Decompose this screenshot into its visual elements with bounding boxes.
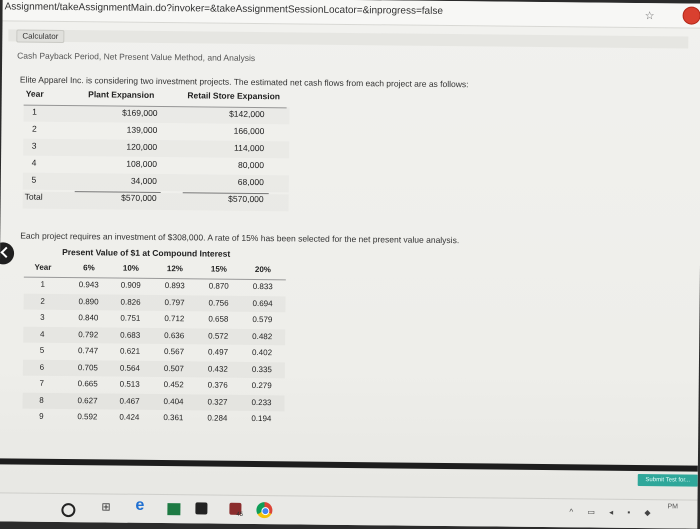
pv-factor: 0.658 [208,314,229,324]
pv-factor: 0.452 [163,380,184,390]
pv-header-cell: Year [34,262,52,272]
pv-factor: 0.497 [207,347,229,357]
chrome-icon[interactable] [256,502,272,518]
pv-year: 1 [40,279,46,289]
pv-factor: 0.705 [77,362,98,372]
pv-year: 6 [39,362,45,372]
retail-value: 80,000 [237,159,265,171]
task-view-icon[interactable]: ⊞ [101,501,111,514]
pv-year: 5 [39,345,45,355]
plant-value: $169,000 [122,107,158,118]
pv-header-cell: 15% [210,264,227,274]
pv-factor: 0.507 [163,363,184,373]
back-arrow-icon[interactable] [0,242,14,264]
pv-factor: 0.840 [78,313,99,323]
pv-table-title: Present Value of $1 at Compound Interest [62,246,231,259]
footer-strip [0,458,698,471]
plant-value: 120,000 [126,141,158,152]
star-icon[interactable]: ☆ [644,10,655,23]
cashflow-year: 1 [32,106,37,117]
pv-year: 8 [39,395,44,405]
pv-factor: 0.797 [164,297,185,307]
total-label: Total [24,191,43,202]
pv-factor: 0.694 [252,298,273,308]
header-retail-store-expansion: Retail Store Expansion [187,90,281,102]
pv-factor: 0.279 [251,380,272,391]
pv-factor: 0.665 [77,379,98,389]
investment-note: Each project requires an investment of $308,000. A rate of 15% has been selected for the net present value analysis. [20,230,460,246]
pv-factor: 0.579 [252,314,273,325]
pv-year: 2 [40,296,45,306]
pv-factor: 0.564 [119,363,140,373]
pv-factor: 0.870 [208,281,229,291]
edge-icon[interactable]: e [135,496,145,514]
pv-factor: 0.792 [78,329,99,339]
pv-factor: 0.424 [119,412,140,422]
taskbar [0,492,698,528]
pv-factor: 0.756 [208,298,229,308]
pv-header-cell: 20% [254,265,271,275]
taskbar-badge: 45 [236,511,244,518]
avatar-icon[interactable] [683,6,700,24]
header-year: Year [25,88,44,99]
pv-factor: 0.751 [120,313,141,323]
toolbar [8,29,688,48]
pv-year: 4 [39,329,45,339]
pv-factor: 0.327 [207,397,228,407]
pv-factor: 0.284 [207,413,228,423]
pv-header-cell: 12% [166,264,183,274]
cashflow-year: 3 [31,140,37,151]
cashflow-table [23,89,290,212]
pv-factor: 0.683 [120,330,141,340]
pv-factor: 0.404 [163,396,184,406]
cashflow-row [23,173,289,193]
retail-value: 68,000 [237,176,264,188]
plant-value: 139,000 [126,124,158,135]
pv-factor: 0.893 [164,281,185,291]
plant-value: 108,000 [126,158,158,169]
cashflow-year: 5 [31,174,37,185]
retail-value: 114,000 [234,142,265,154]
cashflow-year: 2 [31,123,37,134]
calculator-button[interactable]: Calculator [16,29,64,43]
pv-factor: 0.712 [164,314,185,324]
pv-factor: 0.567 [163,347,185,357]
pv-factor: 0.233 [251,397,272,407]
pv-table [22,263,286,428]
header-plant-expansion: Plant Expansion [88,89,155,100]
pv-factor: 0.376 [207,380,228,390]
pv-year: 7 [39,378,44,388]
pv-factor: 0.909 [120,280,141,290]
pv-year: 9 [39,411,44,421]
pv-factor: 0.943 [78,280,99,290]
pv-year: 3 [40,312,45,322]
pv-factor: 0.636 [164,330,185,340]
pv-factor: 0.627 [77,395,98,405]
pv-factor: 0.482 [252,331,273,341]
total-row [23,192,289,212]
retail-value: 166,000 [233,125,265,137]
problem-title: Cash Payback Period, Net Present Value Method, and Analysis [17,50,256,63]
pv-factor: 0.621 [119,346,141,356]
cashflow-year: 4 [31,157,37,168]
plant-total: $570,000 [121,192,157,203]
pv-factor: 0.361 [163,413,184,423]
submit-button[interactable]: Submit Test for... [638,474,698,487]
cortana-icon[interactable] [61,503,75,517]
store-icon[interactable] [195,502,207,514]
clock[interactable]: PM [667,503,678,511]
pv-factor: 0.890 [78,296,99,306]
system-tray[interactable]: ^ ▭ ◂ ▪ ◆ [569,507,657,518]
pv-factor: 0.513 [119,379,140,389]
pv-factor: 0.747 [77,346,99,356]
url-text[interactable]: Assignment/takeAssignmentMain.do?invoker=&takeAssignmentSessionLocator=&inprogress=false [4,1,443,17]
address-bar[interactable] [3,0,700,29]
problem-intro: Elite Apparel Inc. is considering two investment projects. The estimated net cash flows from each project are as follows: [19,74,469,90]
retail-total: $570,000 [228,193,264,205]
pv-factor: 0.592 [77,412,98,422]
pv-factor: 0.335 [251,364,272,374]
pv-factor: 0.826 [120,297,141,307]
retail-value: $142,000 [229,108,265,120]
pv-factor: 0.432 [207,364,228,374]
plant-value: 34,000 [130,175,157,186]
excel-icon[interactable] [167,503,180,515]
pv-factor: 0.833 [252,281,273,292]
pv-factor: 0.402 [251,347,273,358]
pv-factor: 0.194 [251,413,272,424]
pv-factor: 0.572 [208,331,229,341]
pv-factor: 0.467 [119,396,140,406]
pv-header-cell: 6% [83,263,95,273]
pv-header-cell: 10% [122,263,139,273]
pv-row [22,409,284,428]
